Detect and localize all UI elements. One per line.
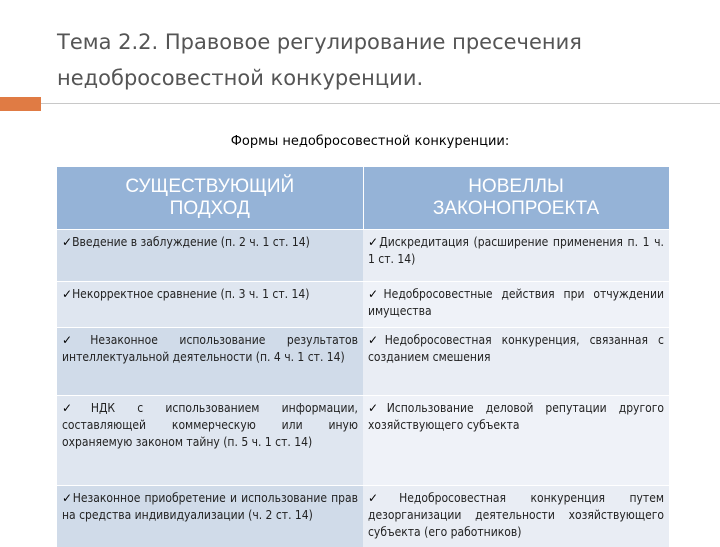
header-line: ЗАКОНОПРОЕКТА <box>364 198 669 220</box>
cell-text: Некорректное сравнение (п. 3 ч. 1 ст. 14) <box>72 287 309 301</box>
check-icon: ✓ <box>62 333 90 347</box>
header-line: ПОДХОД <box>57 198 363 220</box>
cell-text: Недобросовестные действия при отчуждении имущества <box>368 287 664 318</box>
check-icon: ✓ <box>368 235 379 249</box>
cell-text: НДК с использованием информации, составляющей коммерческую или иную охраняемую законом тайну (п. 5 ч. 1 ст. 14) <box>62 401 358 449</box>
slide-title: Тема 2.2. Правовое регулирование пресечения недобросовестной конкуренции. <box>57 24 697 96</box>
table-header-row <box>57 167 669 230</box>
table-row <box>57 282 669 328</box>
accent-box <box>0 97 41 111</box>
table-caption: Формы недобросовестной конкуренции: <box>0 134 720 149</box>
cell-text: Дискредитация (расширение применения п. 1 ч. 1 ст. 14) <box>368 235 664 266</box>
check-icon: ✓ <box>368 287 384 301</box>
cell-text: Недобросовестная конкуренция путем дезорганизации деятельности хозяйствующего субъекта (его работников) <box>368 491 664 539</box>
forms-table <box>57 167 670 547</box>
check-icon: ✓ <box>368 491 399 505</box>
check-icon: ✓ <box>62 491 73 505</box>
table-row <box>57 230 669 282</box>
title-divider <box>0 103 720 104</box>
check-icon: ✓ <box>368 333 385 347</box>
table-cell <box>57 486 363 547</box>
table-cell <box>363 396 669 486</box>
table-cell <box>57 328 363 396</box>
table-cell <box>57 396 363 486</box>
cell-text: Недобросовестная конкуренция, связанная с созданием смешения <box>368 333 664 364</box>
check-icon: ✓ <box>62 287 72 301</box>
table-cell <box>363 486 669 547</box>
table-cell <box>363 328 669 396</box>
check-icon: ✓ <box>368 401 387 415</box>
table-cell <box>57 230 363 282</box>
cell-text: Использование деловой репутации другого хозяйствующего субъекта <box>368 401 664 432</box>
table-cell <box>57 282 363 328</box>
table-row <box>57 486 669 547</box>
cell-text: Незаконное приобретение и использование прав на средства индивидуализации (ч. 2 ст. 14) <box>62 491 358 522</box>
header-existing-approach <box>57 167 363 230</box>
header-line: НОВЕЛЛЫ <box>364 176 669 198</box>
table-row <box>57 396 669 486</box>
table-cell <box>363 230 669 282</box>
header-bill-novelties <box>363 167 669 230</box>
cell-text: Незаконное использование результатов интеллектуальной деятельности (п. 4 ч. 1 ст. 14) <box>62 333 358 364</box>
check-icon: ✓ <box>62 401 91 415</box>
table-cell <box>363 282 669 328</box>
cell-text: Введение в заблуждение (п. 2 ч. 1 ст. 14) <box>72 235 310 249</box>
check-icon: ✓ <box>62 235 72 249</box>
table-row <box>57 328 669 396</box>
header-line: СУЩЕСТВУЮЩИЙ <box>57 176 363 198</box>
